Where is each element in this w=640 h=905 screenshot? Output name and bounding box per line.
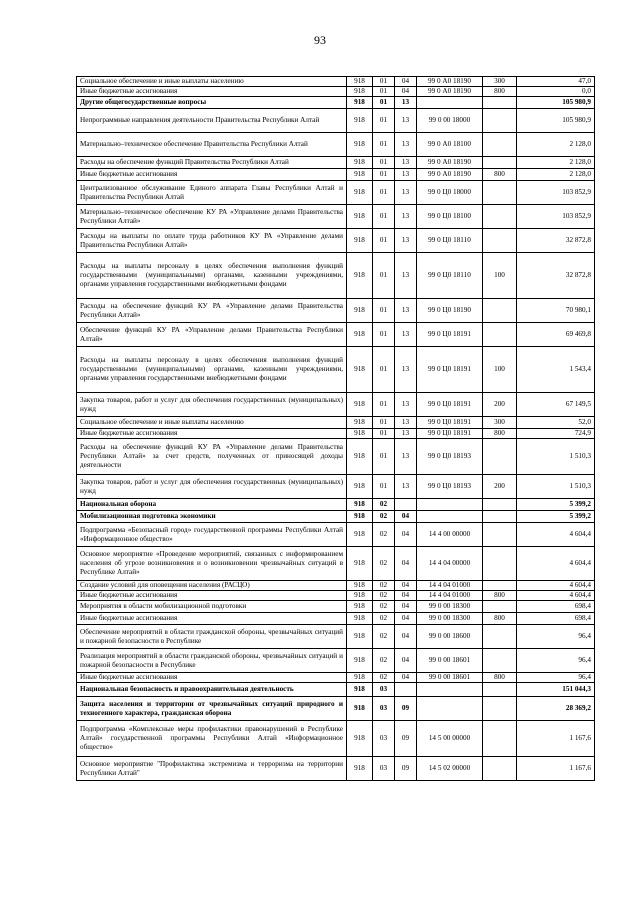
row-target-article: 99 0 Ц0 18191 [417,323,483,347]
row-name: Обеспечение мероприятий в области гражданской обороны, чрезвычайных ситуаций и пожарной безопасности в Республике [77,625,347,649]
table-row [77,109,595,133]
row-target-article: 14 5 00 00000 [417,721,483,757]
table-row [77,393,595,417]
row-target-article: 99 0 А0 18190 [417,77,483,87]
table-row [77,547,595,581]
row-department-code: 918 [347,253,373,299]
row-section-code: 01 [373,109,395,133]
row-section-code: 01 [373,169,395,181]
row-target-article: 99 0 00 18300 [417,601,483,613]
row-expense-type [483,581,517,591]
row-target-article [417,697,483,721]
row-section-code: 01 [373,87,395,97]
row-section-code: 01 [373,417,395,429]
row-subsection-code: 13 [395,253,417,299]
row-subsection-code: 09 [395,757,417,781]
row-amount: 96,4 [517,625,595,649]
row-department-code: 918 [347,721,373,757]
row-subsection-code: 13 [395,97,417,109]
row-expense-type: 200 [483,475,517,499]
table-row [77,133,595,157]
row-name: Расходы на обеспечение функций КУ РА «Управление делами Правительства Республики Алтай» [77,299,347,323]
row-amount: 151 044,3 [517,683,595,697]
table-row [77,757,595,781]
row-section-code: 03 [373,683,395,697]
row-amount: 0,0 [517,87,595,97]
row-amount: 96,4 [517,649,595,673]
row-section-code: 01 [373,253,395,299]
row-target-article: 99 0 00 18600 [417,625,483,649]
row-section-code: 01 [373,323,395,347]
row-expense-type [483,157,517,169]
row-name: Иные бюджетные ассигнования [77,613,347,625]
row-expense-type [483,181,517,205]
table-row [77,253,595,299]
row-subsection-code: 13 [395,205,417,229]
row-amount: 2 128,0 [517,157,595,169]
row-subsection-code: 04 [395,87,417,97]
row-section-code: 01 [373,439,395,475]
table-row [77,581,595,591]
row-amount: 5 399,2 [517,511,595,523]
table-row [77,417,595,429]
row-expense-type: 800 [483,673,517,683]
table-row [77,439,595,475]
row-department-code: 918 [347,429,373,439]
row-amount: 1 167,6 [517,721,595,757]
row-name: Социальное обеспечение и иные выплаты населению [77,417,347,429]
row-name: Иные бюджетные ассигнования [77,87,347,97]
row-subsection-code: 04 [395,581,417,591]
row-amount: 1 510,3 [517,475,595,499]
row-name: Социальное обеспечение и иные выплаты населению [77,77,347,87]
table-row [77,697,595,721]
row-name: Защита населения и территории от чрезвычайных ситуаций природного и техногенного характера, гражданская оборона [77,697,347,721]
row-subsection-code: 13 [395,133,417,157]
row-subsection-code: 04 [395,523,417,547]
row-name: Реализация мероприятий в области гражданской обороны, чрезвычайных ситуаций и пожарной безопасности в Республике [77,649,347,673]
row-target-article: 14 4 04 01000 [417,591,483,601]
row-target-article [417,511,483,523]
row-section-code: 01 [373,429,395,439]
table-row [77,721,595,757]
row-name: Материально–техническое обеспечение Правительства Республики Алтай [77,133,347,157]
row-target-article [417,499,483,511]
row-department-code: 918 [347,697,373,721]
row-target-article [417,97,483,109]
row-section-code: 02 [373,581,395,591]
row-target-article: 99 0 А0 18190 [417,157,483,169]
row-amount: 105 980,9 [517,97,595,109]
table-row [77,523,595,547]
row-section-code: 01 [373,205,395,229]
row-section-code: 01 [373,475,395,499]
row-target-article: 99 0 00 18300 [417,613,483,625]
row-department-code: 918 [347,181,373,205]
row-section-code: 01 [373,157,395,169]
row-expense-type: 100 [483,347,517,393]
row-department-code: 918 [347,205,373,229]
row-target-article: 99 0 00 18000 [417,109,483,133]
row-section-code: 02 [373,591,395,601]
row-department-code: 918 [347,601,373,613]
row-section-code: 03 [373,757,395,781]
row-subsection-code: 13 [395,439,417,475]
row-subsection-code: 04 [395,511,417,523]
row-department-code: 918 [347,475,373,499]
row-subsection-code: 04 [395,601,417,613]
page-number: 93 [314,33,326,47]
row-name: Национальная оборона [77,499,347,511]
row-department-code: 918 [347,683,373,697]
row-department-code: 918 [347,547,373,581]
row-target-article: 99 0 Ц0 18000 [417,181,483,205]
row-section-code: 03 [373,721,395,757]
row-section-code: 02 [373,613,395,625]
row-subsection-code: 13 [395,323,417,347]
row-department-code: 918 [347,109,373,133]
table-row [77,601,595,613]
row-department-code: 918 [347,417,373,429]
row-department-code: 918 [347,757,373,781]
table-row [77,157,595,169]
row-department-code: 918 [347,673,373,683]
row-section-code: 03 [373,697,395,721]
row-amount: 698,4 [517,601,595,613]
row-target-article: 99 0 Ц0 18191 [417,429,483,439]
row-subsection-code: 13 [395,347,417,393]
row-section-code: 02 [373,523,395,547]
row-name: Обеспечение функций КУ РА «Управление делами Правительства Республики Алтай» [77,323,347,347]
row-department-code: 918 [347,97,373,109]
row-department-code: 918 [347,133,373,157]
row-expense-type [483,601,517,613]
table-row [77,649,595,673]
row-expense-type: 300 [483,77,517,87]
row-subsection-code: 04 [395,673,417,683]
row-subsection-code: 04 [395,649,417,673]
row-section-code: 01 [373,393,395,417]
row-name: Мероприятия в области мобилизационной подготовки [77,601,347,613]
row-department-code: 918 [347,347,373,393]
row-section-code: 01 [373,299,395,323]
row-department-code: 918 [347,649,373,673]
row-expense-type [483,323,517,347]
row-expense-type: 800 [483,591,517,601]
row-expense-type: 800 [483,169,517,181]
row-name: Иные бюджетные ассигнования [77,591,347,601]
row-subsection-code: 13 [395,157,417,169]
row-department-code: 918 [347,613,373,625]
row-expense-type [483,499,517,511]
row-amount: 1 543,4 [517,347,595,393]
row-target-article: 99 0 00 18601 [417,649,483,673]
row-section-code: 01 [373,77,395,87]
row-expense-type [483,109,517,133]
row-amount: 2 128,0 [517,169,595,181]
row-department-code: 918 [347,625,373,649]
row-target-article: 99 0 Ц0 18100 [417,205,483,229]
row-section-code: 02 [373,499,395,511]
row-amount: 70 980,1 [517,299,595,323]
table-row [77,169,595,181]
row-section-code: 02 [373,625,395,649]
row-amount: 4 604,4 [517,547,595,581]
row-amount: 4 604,4 [517,591,595,601]
row-expense-type [483,229,517,253]
row-department-code: 918 [347,157,373,169]
row-name: Расходы на обеспечение функций Правительства Республики Алтай [77,157,347,169]
row-target-article [417,683,483,697]
row-section-code: 02 [373,547,395,581]
row-expense-type: 800 [483,429,517,439]
row-department-code: 918 [347,169,373,181]
row-expense-type [483,625,517,649]
row-subsection-code [395,499,417,511]
row-subsection-code: 13 [395,417,417,429]
row-expense-type [483,439,517,475]
row-name: Подпрограмма «Комплексные меры профилактики правонарушений в Республике Алтай» государственной программы Республики Алтай «Информационное общество» [77,721,347,757]
row-target-article: 99 0 Ц0 18110 [417,229,483,253]
row-expense-type [483,97,517,109]
table-body [77,77,595,781]
row-name: Мобилизационная подготовка экономики [77,511,347,523]
row-subsection-code: 13 [395,109,417,133]
row-amount: 5 399,2 [517,499,595,511]
row-target-article: 99 0 Ц0 18110 [417,253,483,299]
row-name: Основное мероприятие "Профилактика экстремизма и терроризма на территории Республики Алтай" [77,757,347,781]
row-department-code: 918 [347,523,373,547]
row-target-article: 99 0 Ц0 18191 [417,393,483,417]
table-row [77,323,595,347]
table-row [77,205,595,229]
row-name: Закупка товаров, работ и услуг для обеспечения государственных (муниципальных) нужд [77,393,347,417]
row-amount: 103 852,9 [517,205,595,229]
row-subsection-code: 09 [395,697,417,721]
row-section-code: 02 [373,601,395,613]
row-name: Создание условий для оповещения населения (РАСЦО) [77,581,347,591]
row-subsection-code: 13 [395,299,417,323]
table-row [77,511,595,523]
row-expense-type [483,299,517,323]
row-target-article: 99 0 А0 18190 [417,87,483,97]
row-department-code: 918 [347,581,373,591]
row-department-code: 918 [347,323,373,347]
row-amount: 96,4 [517,673,595,683]
row-name: Основное мероприятие «Проведение мероприятий, связанных с информированием населения об угрозе возникновения и о возникновении чрезвычайных ситуаций в Республике Алтай» [77,547,347,581]
row-target-article: 99 0 Ц0 18193 [417,475,483,499]
row-target-article: 99 0 А0 18100 [417,133,483,157]
row-expense-type [483,205,517,229]
row-amount: 2 128,0 [517,133,595,157]
budget-table [76,76,595,781]
row-department-code: 918 [347,393,373,417]
row-expense-type [483,697,517,721]
row-amount: 28 369,2 [517,697,595,721]
row-subsection-code: 04 [395,613,417,625]
row-amount: 103 852,9 [517,181,595,205]
row-target-article: 14 4 04 01000 [417,581,483,591]
row-target-article: 99 0 Ц0 18191 [417,347,483,393]
row-section-code: 02 [373,673,395,683]
row-name: Иные бюджетные ассигнования [77,429,347,439]
row-expense-type [483,511,517,523]
table-row [77,347,595,393]
row-target-article: 99 0 Ц0 18190 [417,299,483,323]
row-subsection-code [395,683,417,697]
row-target-article: 99 0 Ц0 18193 [417,439,483,475]
row-target-article: 99 0 А0 18190 [417,169,483,181]
row-section-code: 01 [373,181,395,205]
row-department-code: 918 [347,229,373,253]
row-name: Материально–техническое обеспечение КУ РА «Управление делами Правительства Республики Алтай» [77,205,347,229]
row-department-code: 918 [347,499,373,511]
row-department-code: 918 [347,77,373,87]
table-row [77,181,595,205]
row-subsection-code: 04 [395,77,417,87]
row-amount: 105 980,9 [517,109,595,133]
row-section-code: 01 [373,133,395,157]
row-section-code: 02 [373,649,395,673]
table-row [77,499,595,511]
table-row [77,77,595,87]
row-section-code: 02 [373,511,395,523]
table-row [77,683,595,697]
row-amount: 1 167,6 [517,757,595,781]
row-subsection-code: 13 [395,181,417,205]
row-name: Другие общегосударственные вопросы [77,97,347,109]
row-expense-type: 200 [483,393,517,417]
row-amount: 69 469,8 [517,323,595,347]
row-name: Расходы на выплаты персоналу в целях обеспечения выполнения функций государственными (муниципальными) органами, казенными учреждениями, органами управления государственными внебюджетными фондами [77,253,347,299]
table-row [77,429,595,439]
row-expense-type [483,683,517,697]
row-name: Закупка товаров, работ и услуг для обеспечения государственных (муниципальных) нужд [77,475,347,499]
row-target-article: 14 4 04 00000 [417,547,483,581]
row-department-code: 918 [347,439,373,475]
row-expense-type: 100 [483,253,517,299]
row-amount: 724,9 [517,429,595,439]
row-section-code: 01 [373,347,395,393]
row-department-code: 918 [347,87,373,97]
row-expense-type: 800 [483,613,517,625]
row-name: Расходы на выплаты по оплате труда работников КУ РА «Управление делами Правительства Республики Алтай» [77,229,347,253]
table-row [77,475,595,499]
row-subsection-code: 04 [395,547,417,581]
row-name: Иные бюджетные ассигнования [77,169,347,181]
row-name: Непрограммные направления деятельности Правительства Республики Алтай [77,109,347,133]
row-name: Национальная безопасность и правоохранительная деятельность [77,683,347,697]
row-subsection-code: 04 [395,591,417,601]
row-department-code: 918 [347,591,373,601]
row-expense-type [483,547,517,581]
table-row [77,87,595,97]
row-subsection-code: 13 [395,393,417,417]
table-row [77,613,595,625]
row-subsection-code: 04 [395,625,417,649]
row-name: Расходы на выплаты персоналу в целях обеспечения выполнения функций государственными (муниципальными) органами, казенными учреждениями, органами управления государственными внебюджетными фондами [77,347,347,393]
row-amount: 47,0 [517,77,595,87]
row-expense-type: 800 [483,87,517,97]
row-target-article: 99 0 Ц0 18191 [417,417,483,429]
row-expense-type: 300 [483,417,517,429]
row-subsection-code: 13 [395,169,417,181]
table-row [77,97,595,109]
row-amount: 1 510,3 [517,439,595,475]
row-name: Подпрограмма «Безопасный город» государственной программы Республики Алтай «Информационное общество» [77,523,347,547]
row-name: Иные бюджетные ассигнования [77,673,347,683]
row-expense-type [483,133,517,157]
table-row [77,625,595,649]
table-row [77,299,595,323]
row-amount: 67 149,5 [517,393,595,417]
row-amount: 52,0 [517,417,595,429]
row-subsection-code: 13 [395,229,417,253]
row-amount: 32 872,8 [517,229,595,253]
row-target-article: 14 5 02 00000 [417,757,483,781]
row-expense-type [483,757,517,781]
row-expense-type [483,649,517,673]
row-section-code: 01 [373,229,395,253]
row-department-code: 918 [347,511,373,523]
row-name: Расходы на обеспечение функций КУ РА «Управление делами Правительства Республики Алтай» за счет средств, полученных от приносящей доходы деятельности [77,439,347,475]
row-department-code: 918 [347,299,373,323]
row-target-article: 14 4 00 00000 [417,523,483,547]
row-section-code: 01 [373,97,395,109]
row-subsection-code: 09 [395,721,417,757]
row-expense-type [483,721,517,757]
table-row [77,591,595,601]
row-amount: 4 604,4 [517,581,595,591]
table-row [77,673,595,683]
row-amount: 4 604,4 [517,523,595,547]
row-expense-type [483,523,517,547]
row-amount: 698,4 [517,613,595,625]
table-row [77,229,595,253]
row-name: Централизованное обслуживание Единого аппарата Главы Республики Алтай и Правительства Республики Алтай [77,181,347,205]
row-subsection-code: 13 [395,475,417,499]
row-amount: 32 872,8 [517,253,595,299]
row-subsection-code: 13 [395,429,417,439]
row-target-article: 99 0 00 18601 [417,673,483,683]
